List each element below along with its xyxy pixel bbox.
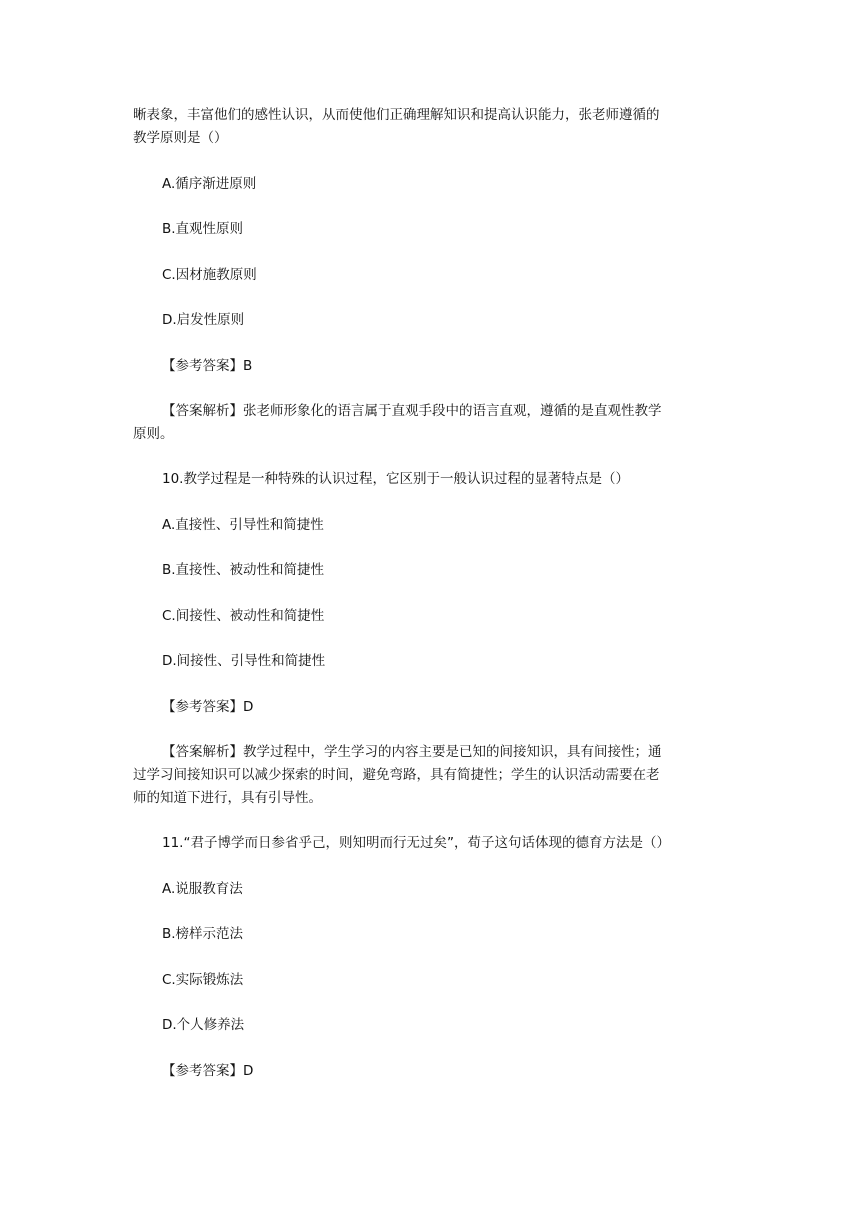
q10-analysis-line3: 师的知道下进行，具有引导性。 (133, 790, 322, 806)
q9-option-d: D.启发性原则 (162, 312, 245, 328)
q11-option-b: B.榜样示范法 (162, 926, 244, 942)
q9-stem-line2: 教学原则是（） (133, 130, 228, 146)
q10-option-c: C.间接性、被动性和简捷性 (162, 608, 325, 624)
q10-analysis-line1: 【答案解析】教学过程中，学生学习的内容主要是已知的间接知识，具有间接性；通 (162, 744, 662, 760)
q11-answer: 【参考答案】D (162, 1063, 254, 1079)
q9-option-c: C.因材施教原则 (162, 267, 257, 283)
q10-option-d: D.间接性、引导性和简捷性 (162, 653, 326, 669)
q10-answer: 【参考答案】D (162, 699, 254, 715)
q9-analysis-line1: 【答案解析】张老师形象化的语言属于直观手段中的语言直观，遵循的是直观性教学 (162, 403, 662, 419)
q10-option-a: A.直接性、引导性和简捷性 (162, 517, 324, 533)
q11-stem: 11.“君子博学而日参省乎己，则知明而行无过矣”，荀子这句话体现的德育方法是（） (162, 835, 670, 851)
q11-option-c: C.实际锻炼法 (162, 972, 244, 988)
q9-option-b: B.直观性原则 (162, 221, 244, 237)
q10-option-b: B.直接性、被动性和简捷性 (162, 562, 325, 578)
q11-option-d: D.个人修养法 (162, 1017, 245, 1033)
q9-answer: 【参考答案】B (162, 358, 253, 374)
q9-option-a: A.循序渐进原则 (162, 176, 257, 192)
q10-analysis-line2: 过学习间接知识可以减少探索的时间，避免弯路，具有简捷性；学生的认识活动需要在老 (133, 767, 660, 783)
q10-stem: 10.教学过程是一种特殊的认识过程，它区别于一般认识过程的显著特点是（） (162, 471, 629, 487)
q9-analysis-line2: 原则。 (133, 426, 174, 442)
q11-option-a: A.说服教育法 (162, 881, 243, 897)
q9-stem-line1: 晰表象，丰富他们的感性认识，从而使他们正确理解知识和提高认识能力，张老师遵循的 (133, 107, 660, 123)
